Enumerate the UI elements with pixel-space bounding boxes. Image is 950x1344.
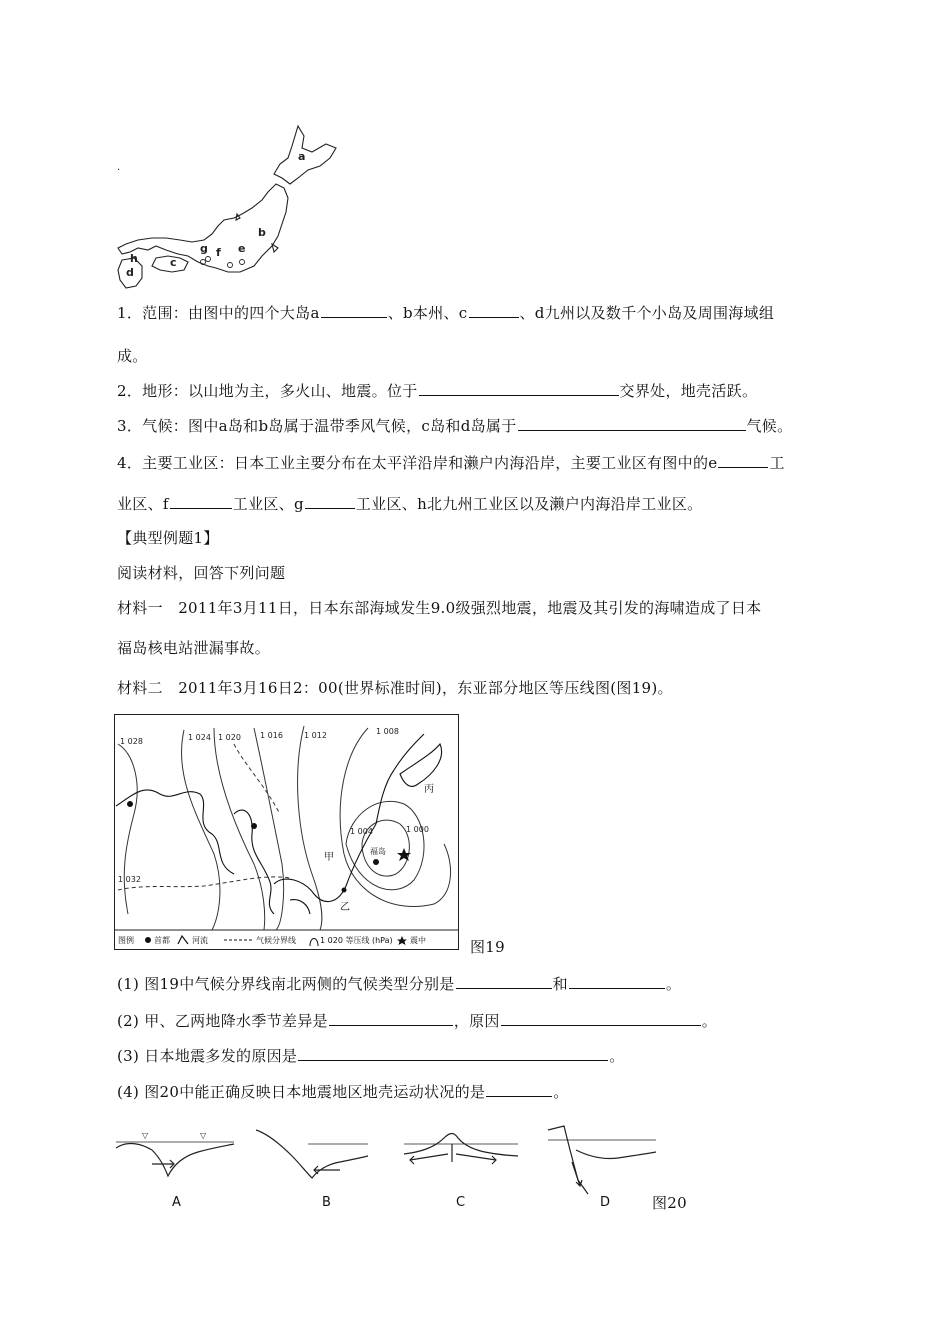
svg-text:▽: ▽: [200, 1131, 207, 1140]
example-heading: 【典型例题1】: [117, 529, 219, 547]
isobar-label: 1 032: [118, 875, 141, 884]
isobar-label: 1 028: [120, 737, 143, 746]
blank-3[interactable]: [518, 415, 746, 431]
legend-isobar: 1 020 等压线 (hPa): [320, 936, 393, 945]
isobar-label: 1 000: [406, 825, 429, 834]
sub-question-1: (1) 图19中气候分界线南北两侧的气候类型分别是 和 。: [117, 975, 682, 993]
diagram-b: [256, 1130, 368, 1178]
legend-climate-boundary: 气候分界线: [256, 936, 296, 945]
option-d: D: [600, 1195, 611, 1210]
option-b: B: [322, 1195, 331, 1210]
isobar-label: 1 024: [188, 733, 211, 742]
place-fukushima: 福岛: [370, 847, 386, 856]
question-1: 1．范围：由图中的四个大岛a 、b本州、c 、d九州以及数千个小岛及周围海域组: [117, 304, 775, 322]
blank-1a[interactable]: [321, 302, 387, 318]
blank-s2b[interactable]: [501, 1010, 701, 1026]
blank-4g[interactable]: [305, 493, 355, 509]
material-1-cont: 福岛核电站泄漏事故。: [117, 639, 271, 657]
label-d: d: [126, 266, 134, 279]
material-1: 材料一 2011年3月11日，日本东部海域发生9.0级强烈地震，地震及其引发的海啸造成了日本: [117, 599, 762, 617]
sub-question-2: (2) 甲、乙两地降水季节差异是 ，原因 。: [117, 1012, 718, 1030]
figure-20-caption: 图20: [652, 1194, 687, 1212]
label-h: h: [130, 252, 138, 265]
isobar-label: 1 020: [218, 733, 241, 742]
isobar-label: 1 008: [376, 727, 399, 736]
figure-20: [108, 1120, 668, 1220]
legend-river: 河流: [192, 936, 208, 945]
blank-s3[interactable]: [298, 1045, 608, 1061]
diagram-a: [116, 1131, 234, 1176]
blank-1c[interactable]: [469, 302, 519, 318]
blank-2[interactable]: [419, 380, 619, 396]
label-f: f: [216, 246, 221, 259]
figure-19-isobar-map: [114, 714, 459, 950]
blank-s1b[interactable]: [569, 973, 665, 989]
diagram-c: [404, 1134, 518, 1165]
figure-19-caption: 图19: [470, 938, 505, 956]
label-g: g: [200, 242, 208, 255]
legend-epicenter: 震中: [410, 936, 426, 945]
label-e: e: [238, 242, 246, 255]
japan-map: [112, 122, 342, 292]
blank-s2a[interactable]: [329, 1010, 453, 1026]
place-yi: 乙: [340, 902, 350, 913]
material-2: 材料二 2011年3月16日2：00(世界标准时间)，东亚部分地区等压线图(图19)。: [117, 679, 673, 697]
place-bing: 丙: [424, 784, 434, 795]
isobar-label: 1 004: [350, 827, 373, 836]
label-b: b: [258, 226, 266, 239]
question-4-cont: 业区、f 工业区、g 工业区、h北九州工业区以及濑户内海沿岸工业区。: [117, 495, 703, 513]
blank-s1a[interactable]: [456, 973, 552, 989]
svg-text:▽: ▽: [142, 1131, 149, 1140]
blank-s4[interactable]: [486, 1081, 552, 1097]
blank-4f[interactable]: [170, 493, 232, 509]
isobar-label: 1 012: [304, 731, 327, 740]
place-jia: 甲: [324, 852, 334, 863]
option-c: C: [456, 1195, 466, 1210]
stray-dot: ·: [117, 165, 121, 176]
isobar-label: 1 016: [260, 731, 283, 740]
question-4: 4．主要工业区：日本工业主要分布在太平洋沿岸和濑户内海沿岸，主要工业区有图中的e 工: [117, 454, 785, 472]
sub-question-4: (4) 图20中能正确反映日本地震地区地壳运动状况的是 。: [117, 1083, 569, 1101]
diagram-d: [548, 1126, 656, 1194]
label-a: a: [298, 150, 306, 163]
label-c: c: [170, 256, 177, 269]
question-3: 3．气候：图中a岛和b岛属于温带季风气候，c岛和d岛属于 气候。: [117, 417, 793, 435]
question-2: 2．地形：以山地为主，多火山、地震。位于 交界处，地壳活跃。: [117, 382, 758, 400]
legend-title: 图例: [118, 936, 134, 945]
blank-4e[interactable]: [718, 452, 768, 468]
option-a: A: [172, 1195, 181, 1210]
question-1-cont: 成。: [117, 347, 148, 365]
legend-capital: 首都: [154, 936, 170, 945]
sub-question-3: (3) 日本地震多发的原因是 。: [117, 1047, 625, 1065]
example-intro: 阅读材料，回答下列问题: [117, 564, 286, 582]
